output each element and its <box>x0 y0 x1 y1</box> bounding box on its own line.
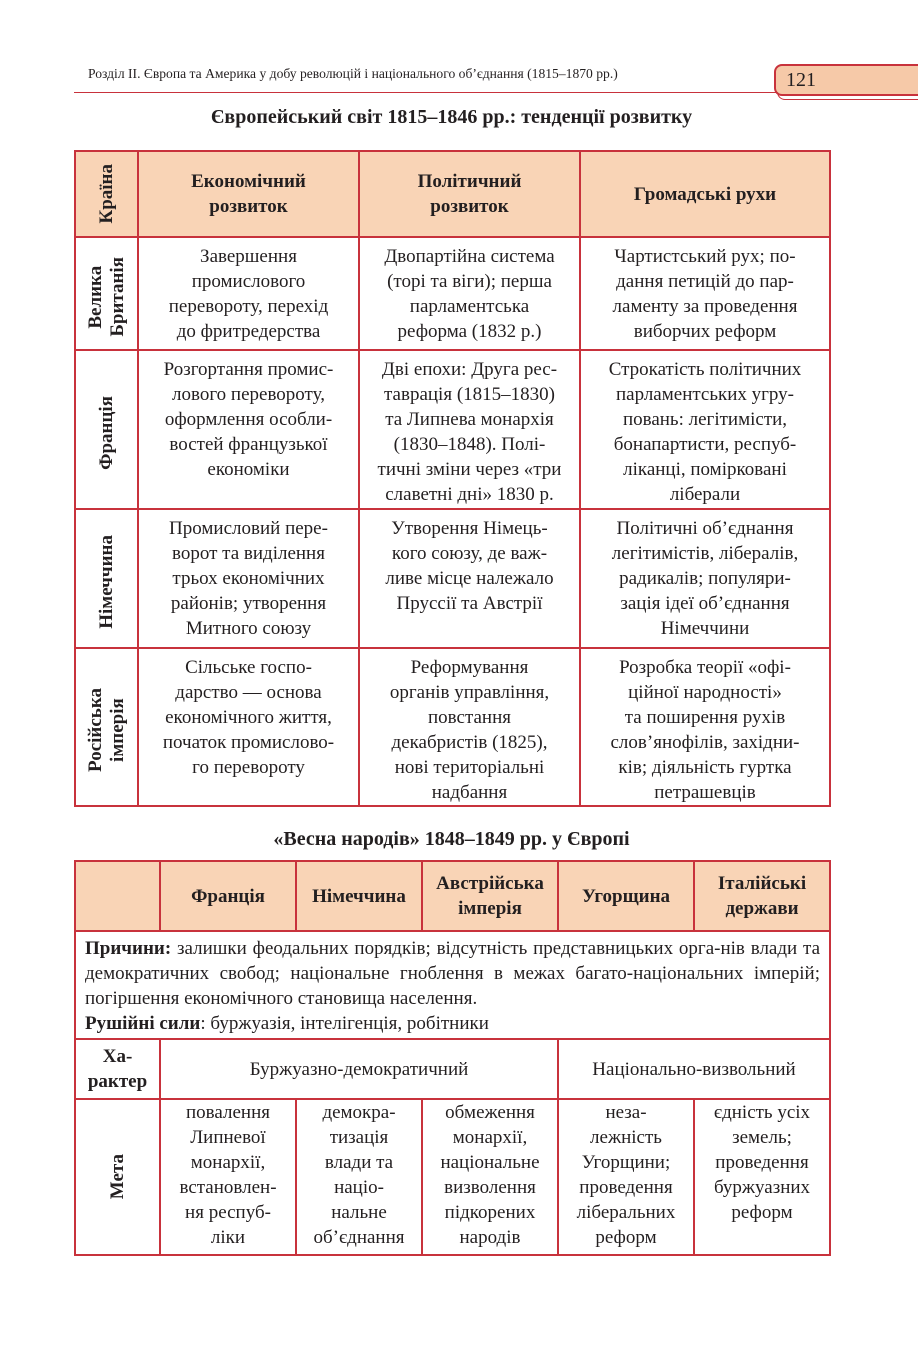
forces-label: Рушійні сили <box>85 1013 201 1034</box>
social-cell: Розробка теорії «офі- ційної народності» та поширення рухів слов’янофілів, західни- ків; діяльність гуртка петрашевців <box>580 648 830 806</box>
goal-row <box>75 1099 830 1255</box>
header-hungary: Угорщина <box>558 861 694 931</box>
social-cell: Чартистський рух; по- дання петицій до пар- ламенту за проведення виборчих реформ <box>580 237 830 350</box>
country-cell: Російська імперія <box>75 648 138 806</box>
page-number: 121 <box>774 64 918 96</box>
header-social: Громадські рухи <box>580 151 830 237</box>
header-political: Політичний розвиток <box>359 151 580 237</box>
table1-title: Європейський світ 1815–1846 рр.: тенденції розвитку <box>210 106 693 128</box>
economic-cell: Сільське госпо- дарство — основа економічного життя, початок промислово- го перевороту <box>138 648 359 806</box>
character-label: Ха- рактер <box>75 1039 160 1099</box>
economic-cell: Розгортання промис- лового перевороту, оформлення особли- востей французької економіки <box>138 350 359 509</box>
header-france: Франція <box>160 861 296 931</box>
character-row <box>75 1039 830 1099</box>
table2-header-row <box>75 861 830 931</box>
political-cell: Двопартійна система (торі та віги); перша парламентська реформа (1832 р.) <box>359 237 580 350</box>
causes-label: Причини: <box>85 938 172 959</box>
header-empty <box>75 861 160 931</box>
running-title: Розділ ІІ. Європа та Америка у добу революцій і національного об’єднання (1815–1870 рр.) <box>88 66 618 81</box>
country-cell: Велика Британія <box>75 237 138 350</box>
goal-cell: обмеження монархії, національне визволення підкорених народів <box>422 1099 558 1255</box>
header-country: Країна <box>75 151 138 237</box>
header-economic: Економічний розвиток <box>138 151 359 237</box>
social-cell: Політичні об’єднання легітимістів, лібералів, радикалів; популяри- зація ідеї об’єднання Німеччини <box>580 509 830 648</box>
goal-cell: демокра- тизація влади та націо- нальне об’єднання <box>296 1099 422 1255</box>
causes-row <box>75 931 830 1039</box>
goal-cell: повалення Липневої монархії, встановлен- ня респуб- ліки <box>160 1099 296 1255</box>
goal-label: Мета <box>75 1099 160 1255</box>
table1-header-row <box>75 151 830 237</box>
spring-of-nations-table <box>74 860 831 1256</box>
country-cell: Німеччина <box>75 509 138 648</box>
political-cell: Реформування органів управління, повстання декабристів (1825), нові територіальні надбання <box>359 648 580 806</box>
causes-text: залишки феодальних порядків; відсутність представницьких орга-нів влади та демократичних свобод; національне гноблення в межах багато-національних імперій; погіршення економічного становища населення. <box>85 938 820 1009</box>
header-italy: Італійські держави <box>694 861 830 931</box>
political-cell: Дві епохи: Друга рес- таврація (1815–1830) та Липнева монархія (1830–1848). Полі- тичні зміни через «три славетні дні» 1830 р. <box>359 350 580 509</box>
character-national: Національно-визвольний <box>558 1039 830 1099</box>
social-cell: Строкатість політичних парламентських угру- повань: легітимісти, бонапартисти, респуб- ліканці, помірковані ліберали <box>580 350 830 509</box>
country-cell: Франція <box>75 350 138 509</box>
header-austria: Австрійська імперія <box>422 861 558 931</box>
forces-text: : буржуазія, інтелігенція, робітники <box>200 1013 489 1034</box>
header-germany: Німеччина <box>296 861 422 931</box>
table-row <box>75 237 830 350</box>
economic-cell: Промисловий пере- ворот та виділення трьох економічних районів; утворення Митного союзу <box>138 509 359 648</box>
table-row <box>75 509 830 648</box>
header-rule <box>74 92 776 93</box>
economic-cell: Завершення промислового перевороту, перехід до фритредерства <box>138 237 359 350</box>
table2-title: «Весна народів» 1848–1849 рр. у Європі <box>273 828 630 850</box>
table-row <box>75 350 830 509</box>
character-bourgeois: Буржуазно-демократичний <box>160 1039 558 1099</box>
political-cell: Утворення Німець- кого союзу, де важ- ливе місце належало Пруссії та Австрії <box>359 509 580 648</box>
table-row <box>75 648 830 806</box>
goal-cell: неза- лежність Угорщини; проведення ліберальних реформ <box>558 1099 694 1255</box>
goal-cell: єдність усіх земель; проведення буржуазних реформ <box>694 1099 830 1255</box>
causes-cell <box>75 931 830 1039</box>
development-table <box>74 150 831 807</box>
